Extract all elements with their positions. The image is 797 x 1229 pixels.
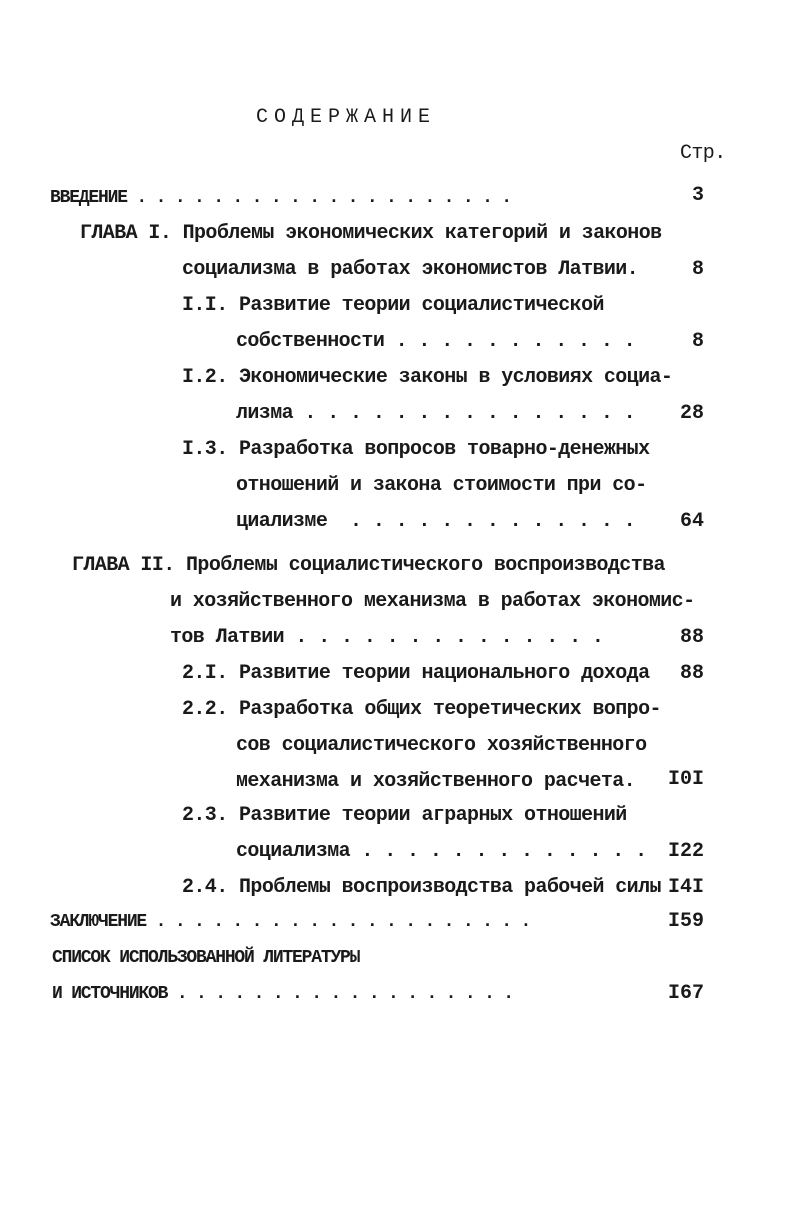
toc-page-chapter-2: 88: [679, 626, 704, 649]
toc-page-2-4: I4I: [667, 876, 704, 899]
toc-entry-chapter-2-cont2: тов Латвии . . . . . . . . . . . . . .: [170, 626, 604, 649]
toc-page-1-2: 28: [679, 402, 704, 425]
toc-page-1-3: 64: [679, 510, 704, 533]
toc-entry-1-3: I.3. Разработка вопросов товарно-денежных: [182, 438, 650, 461]
toc-page-2-1: 88: [679, 662, 704, 685]
toc-entry-1-1-cont: собственности . . . . . . . . . . .: [236, 330, 636, 353]
toc-page-bibliography: I67: [667, 982, 704, 1005]
toc-page-chapter-1: 8: [691, 258, 704, 281]
toc-entry-2-2-cont2: механизма и хозяйственного расчета.: [236, 770, 636, 793]
toc-entry-chapter-2: ГЛАВА II. Проблемы социалистического воспроизводства: [72, 554, 665, 577]
toc-entry-chapter-1-cont: социализма в работах экономистов Латвии.: [182, 258, 639, 281]
toc-entry-2-2-cont: сов социалистического хозяйственного: [236, 734, 647, 757]
toc-entry-1-3-cont: отношений и закона стоимости при со-: [236, 474, 647, 497]
toc-page-introduction: 3: [691, 184, 704, 207]
toc-entry-2-2: 2.2. Разработка общих теоретических вопро-: [182, 698, 661, 721]
toc-entry-2-3: 2.3. Развитие теории аграрных отношений: [182, 804, 627, 827]
toc-entry-1-1: I.I. Развитие теории социалистической: [182, 294, 604, 317]
toc-entry-conclusion: ЗАКЛЮЧЕНИЕ . . . . . . . . . . . . . . . . . . . .: [50, 912, 531, 932]
toc-page-2-3: I22: [667, 840, 704, 863]
toc-entry-2-4: 2.4. Проблемы воспроизводства рабочей силы: [182, 876, 661, 899]
toc-entry-2-1: 2.I. Развитие теории национального дохода: [182, 662, 650, 685]
page-column-header: Стр.: [680, 142, 726, 165]
toc-entry-chapter-1: ГЛАВА I. Проблемы экономических категорий и законов: [80, 222, 662, 245]
toc-page-2-2: I0I: [667, 768, 704, 791]
toc-entry-bibliography-cont: И ИСТОЧНИКОВ . . . . . . . . . . . . . . . . . .: [52, 984, 513, 1004]
page-title: СОДЕРЖАНИЕ: [256, 106, 437, 129]
toc-entry-1-2: I.2. Экономические законы в условиях социа-: [182, 366, 673, 389]
toc-entry-chapter-2-cont: и хозяйственного механизма в работах экономис-: [170, 590, 695, 613]
toc-entry-1-3-cont2: циализме . . . . . . . . . . . . .: [236, 510, 636, 533]
toc-entry-2-3-cont: социализма . . . . . . . . . . . . .: [236, 840, 647, 863]
toc-entry-1-2-cont: лизма . . . . . . . . . . . . . . .: [236, 402, 636, 425]
toc-page-conclusion: I59: [667, 910, 704, 933]
toc-entry-introduction: ВВЕДЕНИЕ . . . . . . . . . . . . . . . . . . . .: [50, 188, 511, 208]
toc-entry-bibliography: СПИСОК ИСПОЛЬЗОВАННОЙ ЛИТЕРАТУРЫ: [52, 948, 360, 968]
toc-page-1-1: 8: [691, 330, 704, 353]
